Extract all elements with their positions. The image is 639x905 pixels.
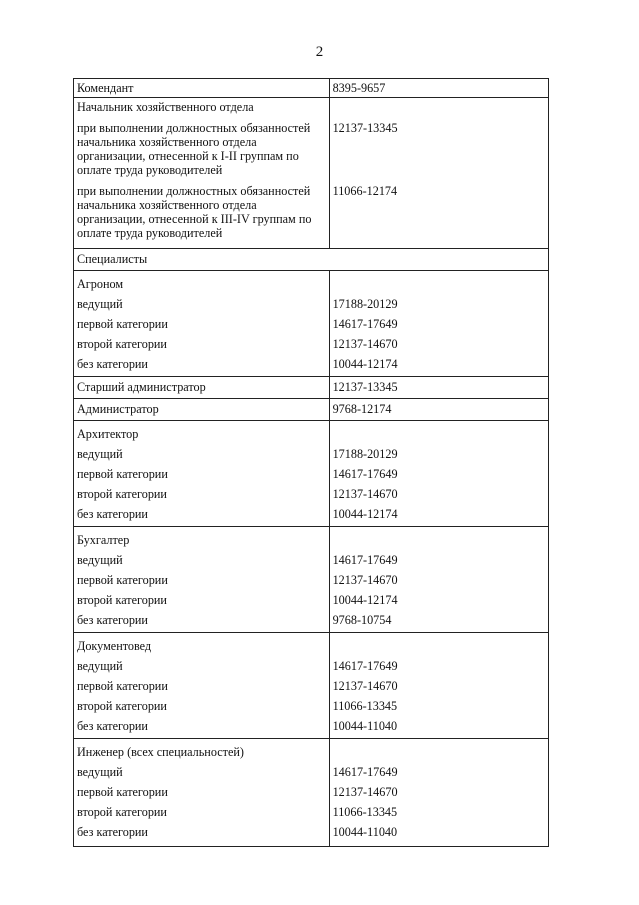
rate-block [329,527,548,633]
position-title: Администратор [74,399,330,421]
table-row [74,271,549,377]
rate-value: 9768-10754 [332,613,392,627]
page-number: 2 [315,44,324,60]
rate-value: 12137-13345 [332,121,398,135]
category-label: второй категории [77,337,167,351]
rate-value: 17188-20129 [332,447,398,461]
rate-value: 11066-12174 [332,184,398,198]
position-block [74,527,330,633]
category-label: без категории [77,825,148,839]
rate-value: 14617-17649 [332,659,398,673]
rate-value: 9768-12174 [329,399,548,421]
position-title: Бухгалтер [77,533,130,547]
position-block [74,633,330,739]
position-condition: при выполнении должностных обязанностей начальника хозяйственного отдела организации, отнесенной к III-IV группам по оплате труда руководителей [77,184,312,240]
category-label: первой категории [77,785,168,799]
position-block [74,421,330,527]
rate-value: 17188-20129 [332,297,398,311]
rate-value: 8395-9657 [329,79,548,98]
category-label: без категории [77,613,148,627]
table-row [74,399,549,421]
section-header: Специалисты [74,249,549,271]
position-block [74,98,330,249]
rate-value: 12137-14670 [332,487,398,501]
table-row [74,527,549,633]
rate-value: 10044-12174 [332,593,398,607]
category-label: первой категории [77,467,168,481]
category-label: без категории [77,507,148,521]
category-label: первой категории [77,573,168,587]
position-title: Архитектор [77,427,139,441]
rate-value: 14617-17649 [332,467,398,481]
category-label: ведущий [77,765,123,779]
rate-block [329,421,548,527]
rate-value: 12137-13345 [329,377,548,399]
position-title: Инженер (всех специальностей) [77,745,244,759]
rate-value: 10044-11040 [332,825,398,839]
category-label: второй категории [77,805,167,819]
rate-value: 12137-14670 [332,573,398,587]
position-title: Комендант [74,79,330,98]
rate-value: 10044-11040 [332,719,398,733]
category-label: ведущий [77,447,123,461]
category-label: без категории [77,719,148,733]
rate-block [329,633,548,739]
rate-value: 11066-13345 [332,805,398,819]
rate-block [329,98,548,249]
rate-value: 10044-12174 [332,357,398,371]
table-row [74,98,549,249]
table-row [74,249,549,271]
position-condition: при выполнении должностных обязанностей начальника хозяйственного отдела организации, отнесенной к I-II группам по оплате труда руководителей [77,121,311,177]
rate-value: 14617-17649 [332,553,398,567]
table-row [74,633,549,739]
position-block [74,739,330,847]
position-title: Документовед [77,639,152,653]
position-title: Агроном [77,277,124,291]
rate-value: 12137-14670 [332,679,398,693]
category-label: второй категории [77,487,167,501]
rate-value: 14617-17649 [332,317,398,331]
table-row [74,79,549,98]
table-row [74,377,549,399]
table-row [74,739,549,847]
table-row [74,421,549,527]
position-block [74,271,330,377]
rate-value: 10044-12174 [332,507,398,521]
rate-value: 11066-13345 [332,699,398,713]
category-label: без категории [77,357,148,371]
category-label: первой категории [77,317,168,331]
position-title: Начальник хозяйственного отдела [77,100,254,114]
category-label: ведущий [77,553,123,567]
category-label: второй категории [77,593,167,607]
position-title: Старший администратор [74,377,330,399]
rate-value: 12137-14670 [332,785,398,799]
rate-value: 12137-14670 [332,337,398,351]
rate-value: 14617-17649 [332,765,398,779]
pay-table [73,78,549,847]
rate-block [329,271,548,377]
category-label: ведущий [77,297,123,311]
category-label: второй категории [77,699,167,713]
category-label: ведущий [77,659,123,673]
rate-block [329,739,548,847]
category-label: первой категории [77,679,168,693]
